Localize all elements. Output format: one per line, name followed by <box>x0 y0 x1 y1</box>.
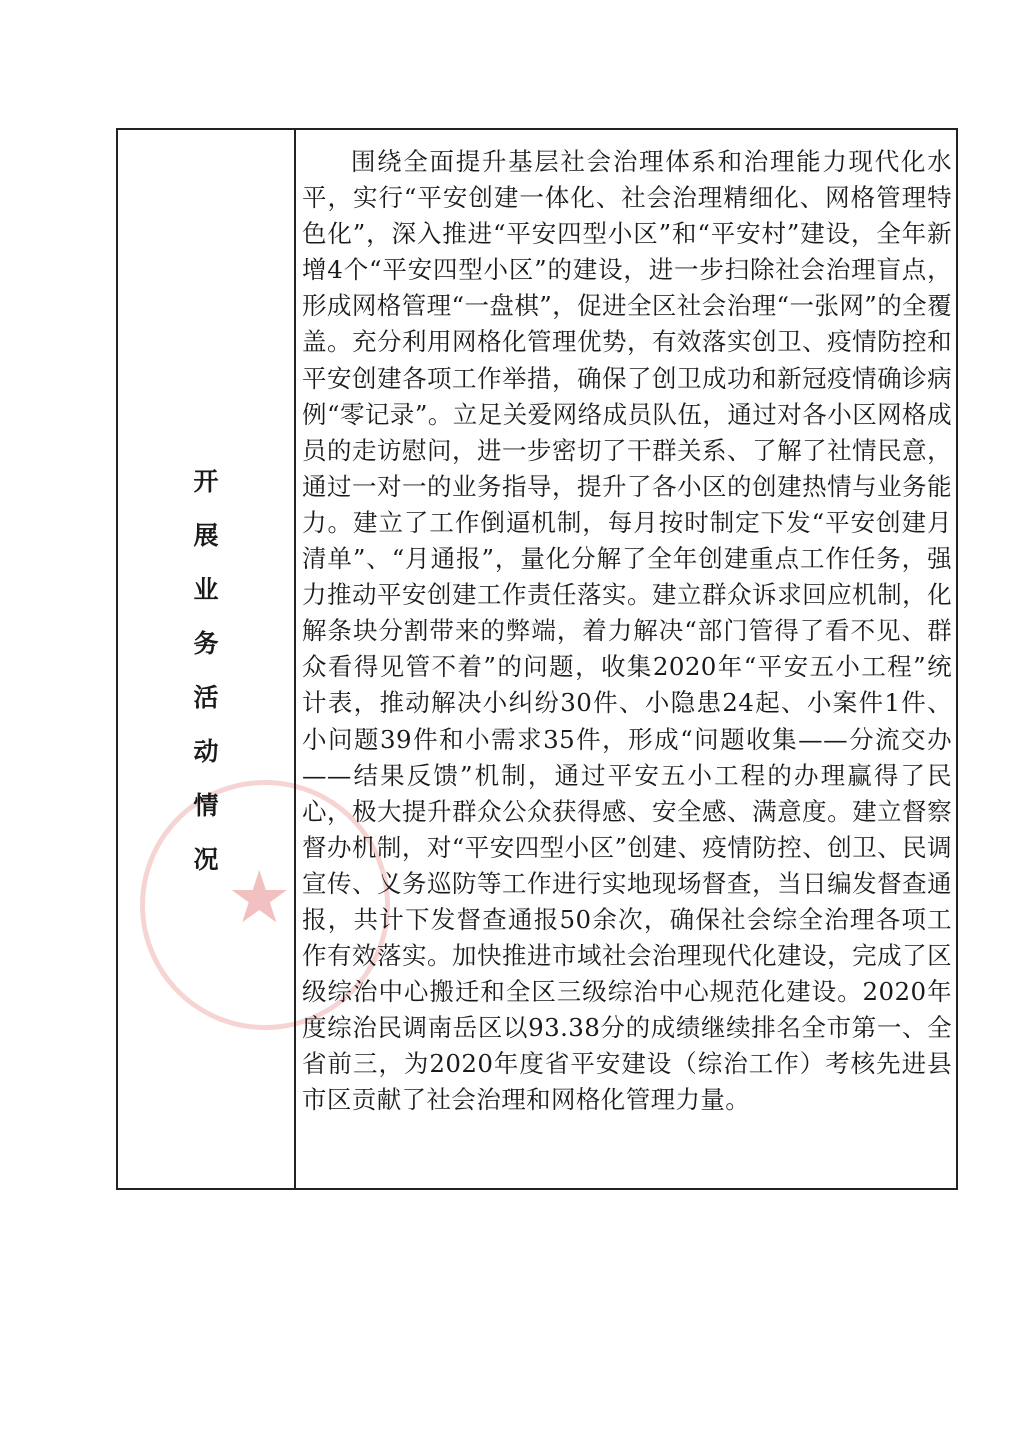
row-label <box>118 455 294 887</box>
seal-star-icon: ★ <box>227 855 292 939</box>
label-char: 活 <box>193 683 219 712</box>
label-char: 况 <box>193 845 219 874</box>
label-char: 业 <box>193 575 219 604</box>
label-char: 务 <box>193 629 219 658</box>
label-char: 情 <box>193 791 219 820</box>
activity-form-table <box>116 128 958 1190</box>
activity-description: 围绕全面提升基层社会治理体系和治理能力现代化水平，实行“平安创建一体化、社会治理精细化、网格管理特色化”，深入推进“平安四型小区”和“平安村”建设，全年新增4个“平安四型小区”的建设，进一步扫除社会治理盲点，形成网格管理“一盘棋”，促进全区社会治理“一张网”的全覆盖。充分利用网格化管理优势，有效落实创卫、疫情防控和平安创建各项工作举措，确保了创卫成功和新冠疫情确诊病例“零记录”。立足关爱网络成员队伍，通过对各小区网格成员的走访慰问，进一步密切了干群关系、了解了社情民意，通过一对一的业务指导，提升了各小区的创建热情与业务能力。建立了工作倒逼机制，每月按时制定下发“平安创建月清单”、“月通报”，量化分解了全年创建重点工作任务，强力推动平安创建工作责任落实。建立群众诉求回应机制，化解条块分割带来的弊端，着力解决“部门管得了看不见、群众看得见管不着”的问题，收集2020年“平安五小工程”统计表，推动解决小纠纷30件、小隐患24起、小案件1件、小问题39件和小需求35件，形成“问题收集——分流交办——结果反馈”机制，通过平安五小工程的办理赢得了民心，极大提升群众公众获得感、安全感、满意度。建立督察督办机制，对“平安四型小区”创建、疫情防控、创卫、民调宣传、义务巡防等工作进行实地现场督查，当日编发督查通报，共计下发督查通报50余次，确保社会综全治理各项工作有效落实。加快推进市域社会治理现代化建设，完成了区级综治中心搬迁和全区三级综治中心规范化建设。2020年度综治民调南岳区以93.38分的成绩继续排名全市第一、全省前三，为2020年度省平安建设（综治工作）考核先进县市区贡献了社会治理和网格化管理力量。 <box>302 147 952 1115</box>
label-char: 动 <box>193 737 219 766</box>
label-char: 展 <box>193 521 219 550</box>
label-column <box>118 130 296 1188</box>
label-char: 开 <box>193 467 219 496</box>
